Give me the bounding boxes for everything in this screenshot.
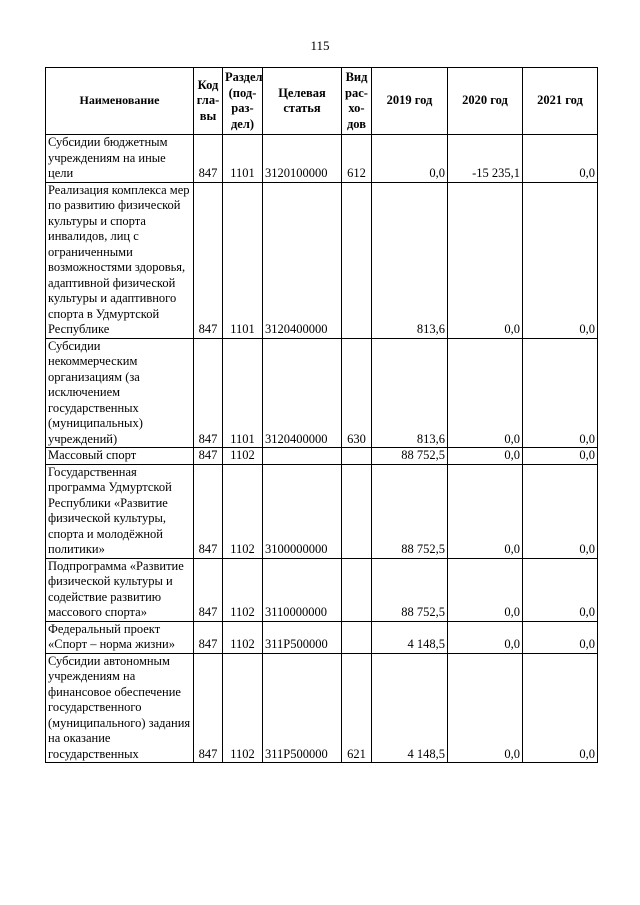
row-target: 3100000000 [263, 464, 342, 558]
row-section: 1102 [223, 464, 263, 558]
row-kind: 621 [342, 653, 372, 763]
row-2021: 0,0 [523, 653, 598, 763]
row-code: 847 [194, 338, 223, 448]
header-section: Раздел (под-раз-дел) [223, 68, 263, 135]
table-row [46, 182, 598, 338]
row-2019: 4 148,5 [372, 653, 448, 763]
header-name: Наименование [46, 68, 194, 135]
row-2020: 0,0 [448, 448, 523, 465]
row-code: 847 [194, 135, 223, 183]
row-name: Государственная программа Удмуртской Республики «Развитие физической культуры, спорта и молодёжной политики» [46, 464, 194, 558]
header-kind: Вид рас-хо-дов [342, 68, 372, 135]
row-target [263, 448, 342, 465]
row-name: Субсидии бюджетным учреждениям на иные цели [46, 135, 194, 183]
row-name: Массовый спорт [46, 448, 194, 465]
row-2019: 0,0 [372, 135, 448, 183]
header-2020: 2020 год [448, 68, 523, 135]
row-2021: 0,0 [523, 558, 598, 621]
row-target: 3120400000 [263, 182, 342, 338]
row-2020: -15 235,1 [448, 135, 523, 183]
row-2019: 88 752,5 [372, 558, 448, 621]
row-target: 311P500000 [263, 621, 342, 653]
row-section: 1102 [223, 653, 263, 763]
row-name: Субсидии автономным учреждениям на финансовое обеспечение государственного (муниципального) задания на оказание государственных [46, 653, 194, 763]
row-target: 311P500000 [263, 653, 342, 763]
row-2020: 0,0 [448, 653, 523, 763]
row-kind [342, 182, 372, 338]
row-name: Подпрограмма «Развитие физической культуры и содействие развитию массового спорта» [46, 558, 194, 621]
row-code: 847 [194, 182, 223, 338]
row-kind [342, 621, 372, 653]
row-target: 3120100000 [263, 135, 342, 183]
row-name: Реализация комплекса мер по развитию физической культуры и спорта инвалидов, лиц с ограниченными возможностями здоровья, адаптивной физической культуры и адаптивного спорта в Удмуртской Республике [46, 182, 194, 338]
row-2020: 0,0 [448, 464, 523, 558]
table-row [46, 338, 598, 448]
row-2021: 0,0 [523, 448, 598, 465]
row-kind [342, 558, 372, 621]
row-2021: 0,0 [523, 182, 598, 338]
table-row [46, 621, 598, 653]
row-2021: 0,0 [523, 135, 598, 183]
table-row [46, 464, 598, 558]
header-2019: 2019 год [372, 68, 448, 135]
row-2021: 0,0 [523, 338, 598, 448]
page-number: 115 [310, 38, 330, 53]
header-2021: 2021 год [523, 68, 598, 135]
row-2021: 0,0 [523, 621, 598, 653]
header-code: Код гла-вы [194, 68, 223, 135]
row-section: 1101 [223, 338, 263, 448]
table-row [46, 558, 598, 621]
row-code: 847 [194, 621, 223, 653]
row-2019: 4 148,5 [372, 621, 448, 653]
row-2020: 0,0 [448, 338, 523, 448]
row-2021: 0,0 [523, 464, 598, 558]
table-row [46, 135, 598, 183]
row-target: 3120400000 [263, 338, 342, 448]
table-row [46, 448, 598, 465]
row-name: Субсидии некоммерческим организациям (за исключением государственных (муниципальных) учреждений) [46, 338, 194, 448]
row-section: 1102 [223, 448, 263, 465]
table-row [46, 653, 598, 763]
row-kind [342, 464, 372, 558]
row-2019: 813,6 [372, 182, 448, 338]
row-name: Федеральный проект «Спорт – норма жизни» [46, 621, 194, 653]
row-2019: 813,6 [372, 338, 448, 448]
row-section: 1102 [223, 558, 263, 621]
row-2019: 88 752,5 [372, 448, 448, 465]
row-section: 1101 [223, 135, 263, 183]
header-target: Целевая статья [263, 68, 342, 135]
row-section: 1101 [223, 182, 263, 338]
row-code: 847 [194, 558, 223, 621]
row-kind [342, 448, 372, 465]
row-kind: 630 [342, 338, 372, 448]
row-2020: 0,0 [448, 621, 523, 653]
header-row [46, 68, 598, 135]
row-code: 847 [194, 653, 223, 763]
budget-table [45, 67, 598, 763]
row-2020: 0,0 [448, 558, 523, 621]
row-kind: 612 [342, 135, 372, 183]
row-code: 847 [194, 448, 223, 465]
row-2019: 88 752,5 [372, 464, 448, 558]
row-target: 3110000000 [263, 558, 342, 621]
row-code: 847 [194, 464, 223, 558]
row-section: 1102 [223, 621, 263, 653]
row-2020: 0,0 [448, 182, 523, 338]
